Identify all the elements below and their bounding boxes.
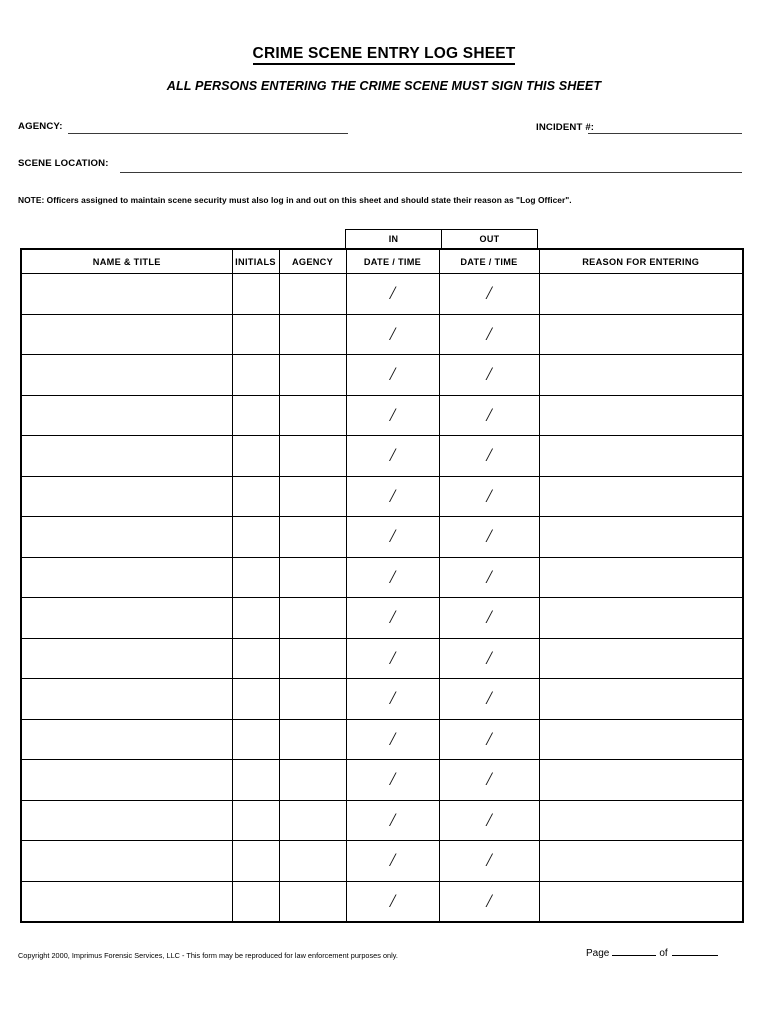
cell-date_time_in[interactable] [346, 760, 439, 801]
cell-name_title[interactable] [21, 355, 232, 396]
date-time-separator: / [389, 485, 396, 507]
date-time-separator: / [389, 728, 396, 750]
agency-label: AGENCY: [18, 121, 63, 132]
date-time-separator: / [486, 526, 492, 548]
date-time-separator: / [389, 688, 396, 710]
column-header-initials: INITIALS [232, 249, 279, 274]
table-row [21, 841, 743, 882]
cell-agency[interactable] [279, 881, 346, 922]
cell-initials[interactable] [232, 598, 279, 639]
cell-date_time_in[interactable] [346, 598, 439, 639]
agency-input-line[interactable] [68, 133, 348, 134]
cell-agency[interactable] [279, 679, 346, 720]
incident-number-input-line[interactable] [588, 133, 742, 134]
date-time-separator: / [486, 566, 492, 588]
cell-agency[interactable] [279, 800, 346, 841]
incident-number-label: INCIDENT #: [536, 122, 595, 133]
cell-agency[interactable] [279, 355, 346, 396]
cell-reason[interactable] [539, 841, 743, 882]
cell-date_time_out[interactable] [439, 719, 539, 760]
column-header-name-title: NAME & TITLE [21, 249, 232, 274]
cell-date_time_in[interactable] [346, 476, 439, 517]
entry-log-table [20, 248, 744, 923]
cell-date_time_out[interactable] [439, 436, 539, 477]
table-row [21, 436, 743, 477]
page-number-input-line[interactable] [612, 955, 656, 956]
page-subtitle: ALL PERSONS ENTERING THE CRIME SCENE MUST SIGN THIS SHEET [166, 79, 602, 93]
cell-date_time_in[interactable] [346, 355, 439, 396]
cell-reason[interactable] [539, 557, 743, 598]
date-time-separator: / [389, 526, 396, 548]
cell-initials[interactable] [232, 760, 279, 801]
cell-reason[interactable] [539, 436, 743, 477]
cell-name_title[interactable] [21, 881, 232, 922]
cell-date_time_out[interactable] [439, 679, 539, 720]
scene-location-input-line[interactable] [120, 172, 742, 173]
cell-agency[interactable] [279, 638, 346, 679]
cell-agency[interactable] [279, 476, 346, 517]
group-header-out: OUT [441, 230, 537, 248]
cell-name_title[interactable] [21, 557, 232, 598]
cell-agency[interactable] [279, 436, 346, 477]
cell-initials[interactable] [232, 800, 279, 841]
cell-date_time_in[interactable] [346, 436, 439, 477]
cell-initials[interactable] [232, 638, 279, 679]
copyright-notice: Copyright 2000, Imprimus Forensic Services, LLC - This form may be reproduced for law enforcement purposes only. [18, 951, 398, 960]
cell-initials[interactable] [232, 881, 279, 922]
cell-date_time_out[interactable] [439, 314, 539, 355]
column-header-reason: REASON FOR ENTERING [539, 249, 743, 274]
cell-agency[interactable] [279, 841, 346, 882]
date-time-separator: / [486, 728, 492, 750]
cell-name_title[interactable] [21, 719, 232, 760]
cell-reason[interactable] [539, 355, 743, 396]
date-time-separator: / [486, 404, 492, 426]
cell-initials[interactable] [232, 314, 279, 355]
cell-reason[interactable] [539, 719, 743, 760]
cell-reason[interactable] [539, 881, 743, 922]
date-time-separator: / [389, 364, 396, 386]
cell-reason[interactable] [539, 517, 743, 558]
cell-reason[interactable] [539, 314, 743, 355]
cell-initials[interactable] [232, 436, 279, 477]
date-time-separator: / [389, 445, 396, 467]
cell-agency[interactable] [279, 719, 346, 760]
date-time-separator: / [389, 809, 396, 831]
table-row [21, 638, 743, 679]
table-row [21, 760, 743, 801]
cell-name_title[interactable] [21, 476, 232, 517]
table-row [21, 517, 743, 558]
cell-initials[interactable] [232, 679, 279, 720]
date-time-separator: / [389, 404, 396, 426]
cell-date_time_out[interactable] [439, 274, 539, 315]
cell-reason[interactable] [539, 274, 743, 315]
cell-date_time_in[interactable] [346, 395, 439, 436]
cell-date_time_out[interactable] [439, 881, 539, 922]
cell-date_time_out[interactable] [439, 476, 539, 517]
cell-name_title[interactable] [21, 679, 232, 720]
cell-name_title[interactable] [21, 274, 232, 315]
cell-date_time_out[interactable] [439, 760, 539, 801]
table-row [21, 800, 743, 841]
date-time-separator: / [389, 323, 396, 345]
date-time-separator: / [486, 323, 492, 345]
cell-date_time_in[interactable] [346, 274, 439, 315]
cell-agency[interactable] [279, 314, 346, 355]
cell-name_title[interactable] [21, 436, 232, 477]
column-header-agency: AGENCY [279, 249, 346, 274]
table-row [21, 476, 743, 517]
date-time-separator: / [389, 283, 396, 305]
cell-date_time_in[interactable] [346, 638, 439, 679]
table-body [21, 274, 743, 923]
page-title [0, 45, 768, 63]
date-time-separator: / [486, 688, 492, 710]
cell-date_time_in[interactable] [346, 719, 439, 760]
cell-agency[interactable] [279, 517, 346, 558]
cell-initials[interactable] [232, 395, 279, 436]
date-time-separator: / [486, 850, 492, 872]
cell-name_title[interactable] [21, 598, 232, 639]
cell-name_title[interactable] [21, 841, 232, 882]
cell-initials[interactable] [232, 841, 279, 882]
table-row [21, 274, 743, 315]
cell-name_title[interactable] [21, 314, 232, 355]
in-out-group-header [345, 229, 538, 248]
cell-agency[interactable] [279, 274, 346, 315]
cell-reason[interactable] [539, 638, 743, 679]
cell-date_time_in[interactable] [346, 881, 439, 922]
date-time-separator: / [486, 809, 492, 831]
cell-date_time_out[interactable] [439, 355, 539, 396]
date-time-separator: / [486, 890, 492, 912]
page-title-text: CRIME SCENE ENTRY LOG SHEET [253, 45, 516, 65]
cell-date_time_out[interactable] [439, 395, 539, 436]
date-time-separator: / [389, 647, 396, 669]
date-time-separator: / [389, 566, 396, 588]
date-time-separator: / [486, 364, 492, 386]
date-time-separator: / [486, 283, 492, 305]
cell-reason[interactable] [539, 760, 743, 801]
table-row [21, 314, 743, 355]
cell-name_title[interactable] [21, 517, 232, 558]
cell-reason[interactable] [539, 800, 743, 841]
table-row [21, 395, 743, 436]
cell-date_time_out[interactable] [439, 517, 539, 558]
cell-date_time_in[interactable] [346, 557, 439, 598]
cell-date_time_in[interactable] [346, 679, 439, 720]
table-row [21, 598, 743, 639]
instruction-note: NOTE: Officers assigned to maintain scene security must also log in and out on this sheet and should state their reason as "Log Officer". [18, 195, 572, 205]
table-row [21, 355, 743, 396]
cell-date_time_out[interactable] [439, 638, 539, 679]
cell-agency[interactable] [279, 557, 346, 598]
table-row [21, 557, 743, 598]
date-time-separator: / [389, 607, 396, 629]
page-label: Page [586, 948, 610, 959]
table-header-row [21, 249, 743, 274]
cell-agency[interactable] [279, 598, 346, 639]
cell-agency[interactable] [279, 760, 346, 801]
cell-initials[interactable] [232, 719, 279, 760]
cell-initials[interactable] [232, 517, 279, 558]
cell-date_time_out[interactable] [439, 841, 539, 882]
cell-date_time_out[interactable] [439, 598, 539, 639]
scene-location-label: SCENE LOCATION: [18, 158, 109, 169]
cell-date_time_in[interactable] [346, 314, 439, 355]
date-time-separator: / [486, 647, 492, 669]
of-label: of [659, 948, 668, 959]
table-row [21, 719, 743, 760]
cell-name_title[interactable] [21, 638, 232, 679]
cell-date_time_in[interactable] [346, 800, 439, 841]
column-header-date-time-in: DATE / TIME [346, 249, 439, 274]
date-time-separator: / [486, 485, 492, 507]
cell-reason[interactable] [539, 476, 743, 517]
cell-initials[interactable] [232, 355, 279, 396]
table-row [21, 881, 743, 922]
cell-name_title[interactable] [21, 760, 232, 801]
date-time-separator: / [486, 607, 492, 629]
cell-initials[interactable] [232, 557, 279, 598]
cell-name_title[interactable] [21, 395, 232, 436]
cell-date_time_in[interactable] [346, 841, 439, 882]
date-time-separator: / [486, 769, 492, 791]
cell-initials[interactable] [232, 476, 279, 517]
cell-name_title[interactable] [21, 800, 232, 841]
page-total-input-line[interactable] [672, 955, 718, 956]
date-time-separator: / [389, 890, 396, 912]
date-time-separator: / [486, 445, 492, 467]
date-time-separator: / [389, 850, 396, 872]
page-number-field [586, 948, 718, 959]
date-time-separator: / [389, 769, 396, 791]
group-header-in: IN [388, 234, 399, 244]
cell-date_time_out[interactable] [439, 800, 539, 841]
cell-reason[interactable] [539, 395, 743, 436]
cell-reason[interactable] [539, 679, 743, 720]
column-header-date-time-out: DATE / TIME [439, 249, 539, 274]
cell-date_time_out[interactable] [439, 557, 539, 598]
cell-date_time_in[interactable] [346, 517, 439, 558]
cell-agency[interactable] [279, 395, 346, 436]
table-row [21, 679, 743, 720]
cell-initials[interactable] [232, 274, 279, 315]
cell-reason[interactable] [539, 598, 743, 639]
